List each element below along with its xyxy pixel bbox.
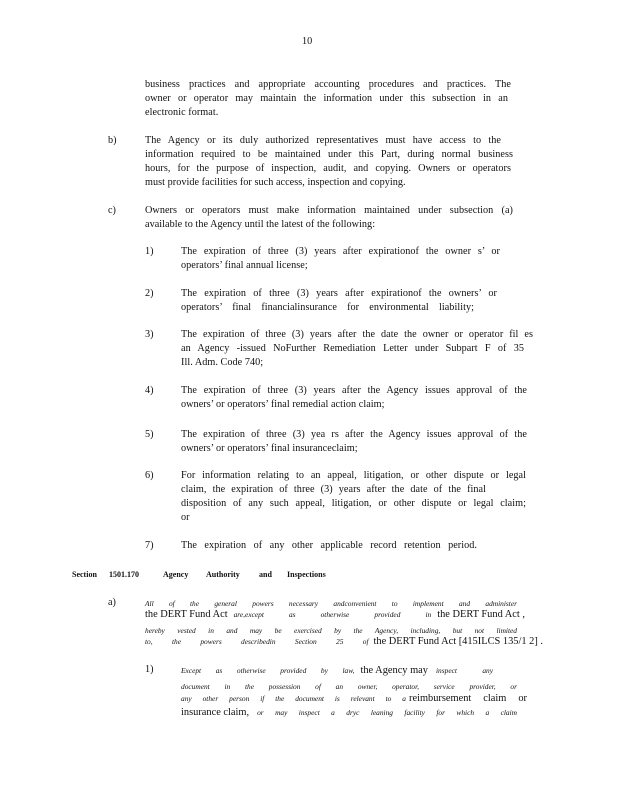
subsection-a-label: a) (108, 597, 116, 608)
page-number: 10 (302, 36, 313, 47)
subsection-c-line-1: Owners or operators must make information maintained under subsection (a) (145, 205, 513, 216)
item-1-line-1: The expiration of three (3) years after expirationof the owner s’ or (181, 246, 500, 257)
subsection-a-line-2 (145, 609, 525, 620)
a1-insurance-claim: insurance claim, (181, 707, 250, 718)
item-3-line-3: Ill. Adm. Code 740; (181, 357, 264, 368)
item-2-line-1: The expiration of three (3) years after expirationof the owners’ or (181, 288, 497, 299)
section-title-4: Inspections (287, 570, 326, 579)
item-6-line-4: or (181, 512, 190, 523)
item-4-line-2: owners’ or operators’ final remedial action claim; (181, 399, 385, 410)
dert-fund-act-ref-2: the DERT Fund Act , (437, 609, 525, 620)
item-6-line-3: disposition of any such appeal, litigation, or other dispute or legal claim; (181, 498, 526, 509)
item-2-label: 2) (145, 288, 154, 299)
section-word: Section (72, 570, 97, 579)
continuation-line-3: electronic format. (145, 107, 219, 118)
subsection-b-label: b) (108, 135, 117, 146)
a1-line-3-text: any other person if the document is relevant to a (181, 694, 406, 703)
a1-inspect-any: inspect any (436, 666, 493, 675)
subsection-b-line-1: The Agency or its duly authorized representatives must have access to the (145, 135, 501, 146)
subsection-b-line-3: hours, for the purpose of inspection, audit, and copying. Owners or operators (145, 163, 511, 174)
item-7-label: 7) (145, 540, 154, 551)
item-1-label: 1) (145, 246, 154, 257)
a1-agency-may: the Agency may (360, 665, 428, 676)
item-6-label: 6) (145, 470, 154, 481)
item-1-line-2: operators’ final annual license; (181, 260, 308, 271)
item-4-line-1: The expiration of three (3) years after the Agency issues approval of the (181, 385, 527, 396)
section-title-1: Agency (163, 570, 189, 579)
item-5-line-1: The expiration of three (3) yea rs after the Agency issues approval of the (181, 429, 527, 440)
a1-line-1 (181, 665, 493, 676)
dert-fund-act-citation: the DERT Fund Act [415ILCS 135/1 2] . (373, 636, 543, 647)
subsection-b-line-2: information required to be maintained under this Part, during normal business (145, 149, 513, 160)
subsection-a-line-4-text: to, the powers describedin Section 25 of (145, 637, 369, 646)
subsection-b-line-4: must provide facilities for such access, inspection and copying. (145, 177, 406, 188)
a1-line-4 (181, 707, 517, 718)
subsection-c-label: c) (108, 205, 116, 216)
item-3-line-2: an Agency -issued NoFurther Remediation Letter under Subpart F of 35 (181, 343, 524, 354)
item-3-label: 3) (145, 329, 154, 340)
subsection-a-line-2-text: are,except as otherwise provided in (233, 610, 432, 619)
section-number: 1501.170 (109, 570, 139, 579)
item-7-line-1: The expiration of any other applicable record retention period. (181, 540, 477, 551)
subsection-c-line-2: available to the Agency until the latest of the following: (145, 219, 376, 230)
item-6-line-2: claim, the expiration of three (3) years after the date of the final (181, 484, 486, 495)
subsection-a-line-4 (145, 636, 543, 647)
continuation-line-1: business practices and appropriate accounting procedures and practices. The (145, 79, 511, 90)
item-5-label: 5) (145, 429, 154, 440)
item-5-line-2: owners’ or operators’ final insuranceclaim; (181, 443, 358, 454)
a1-reimbursement-claim: reimbursement claim or (409, 693, 527, 704)
section-title-2: Authority (206, 570, 240, 579)
a1-line-2: document in the possession of an owner, operator, service provider, or (181, 682, 517, 691)
section-title-3: and (259, 570, 272, 579)
item-4-label: 4) (145, 385, 154, 396)
a1-label: 1) (145, 664, 154, 675)
item-2-line-2: operators’ final financialinsurance for environmental liability; (181, 302, 474, 313)
dert-fund-act-ref-1: the DERT Fund Act (145, 609, 228, 620)
item-3-line-1: The expiration of three (3) years after the date the owner or operator fil es (181, 329, 533, 340)
a1-line-3 (181, 693, 527, 704)
subsection-a-line-1: All of the general powers necessary andconvenient to implement and administer (145, 599, 517, 608)
a1-line-1-text: Except as otherwise provided by law, (181, 666, 355, 675)
a1-line-4-text: or may inspect a dryc leaning facility for which a claim (257, 708, 517, 717)
item-6-line-1: For information relating to an appeal, litigation, or other dispute or legal (181, 470, 526, 481)
subsection-a-line-3: hereby vested in and may be exercised by the Agency, including, but not limited (145, 626, 517, 635)
continuation-line-2: owner or operator may maintain the information under this subsection in an (145, 93, 508, 104)
